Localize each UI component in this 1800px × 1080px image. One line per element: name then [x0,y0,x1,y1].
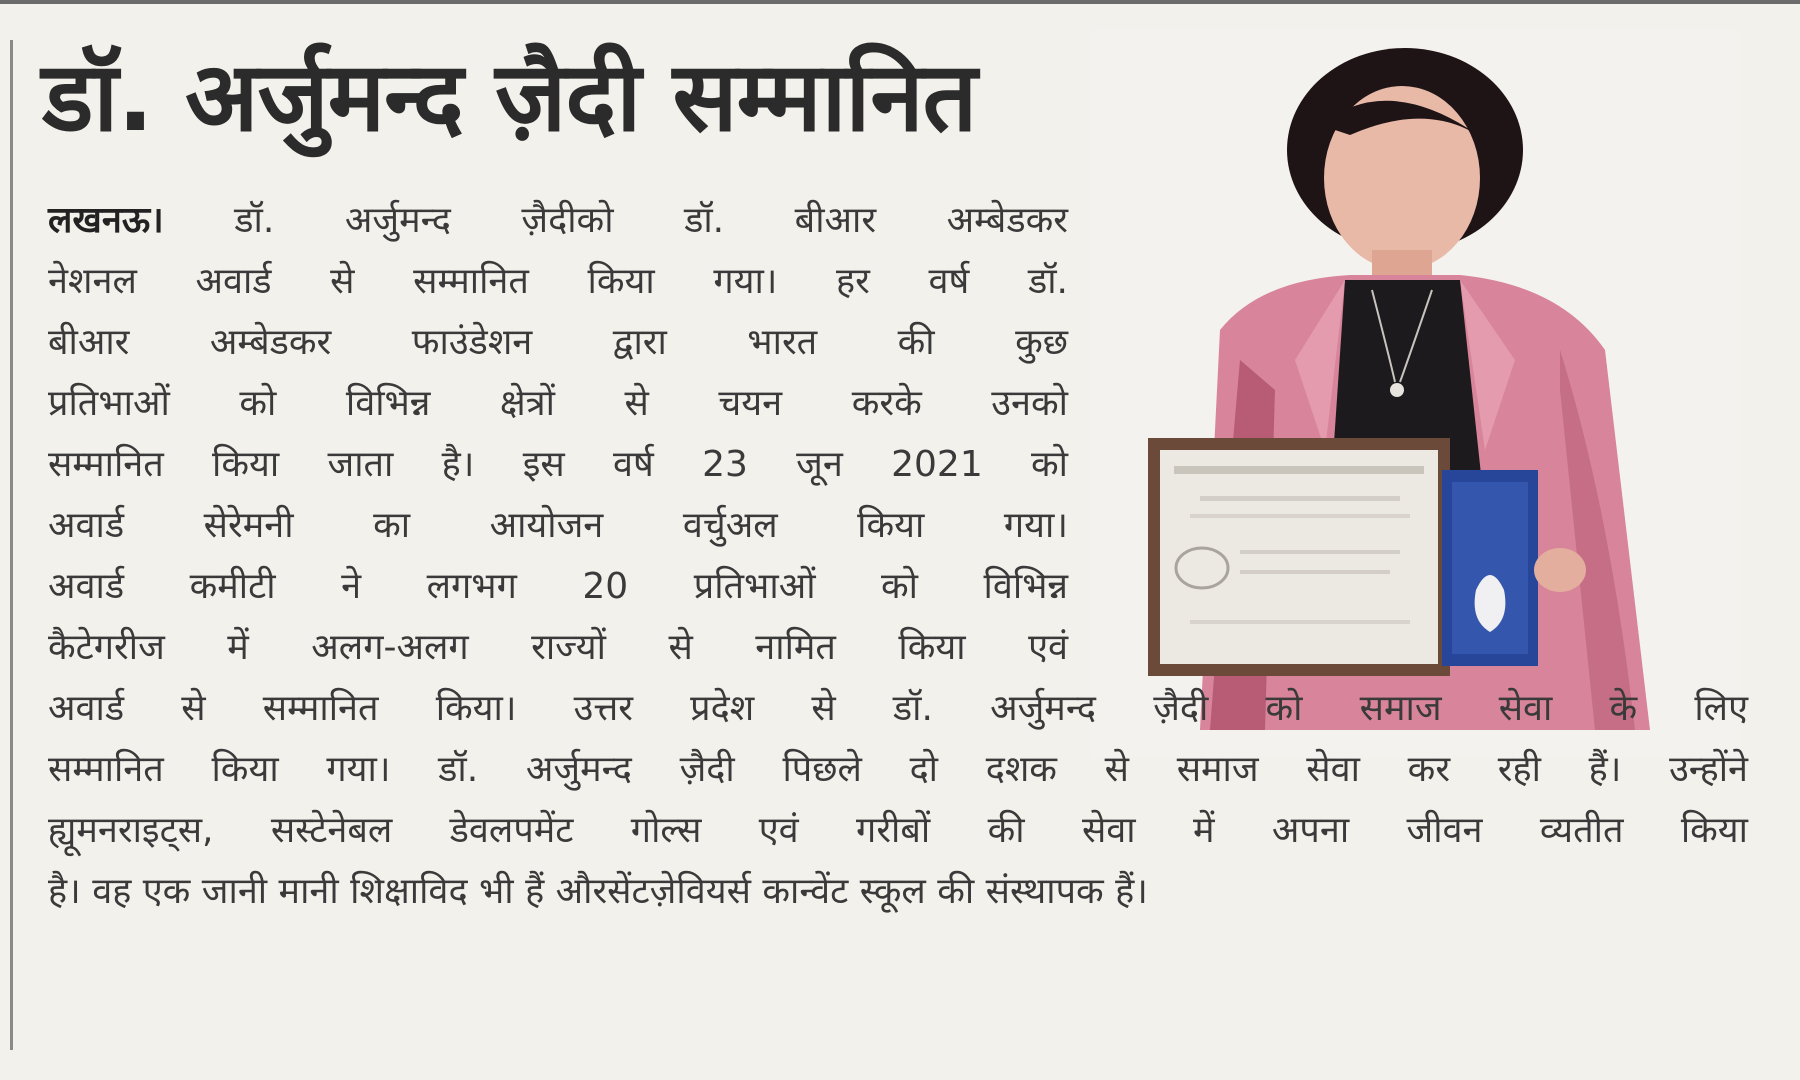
article-body [48,190,1748,922]
body-line: अवार्ड से सम्मानित किया। उत्तर प्रदेश से डॉ. अर्जुमन्द ज़ैदी को समाज सेवा के लिए [48,688,1748,729]
headline: डॉ. अर्जुमन्द ज़ैदी सम्मानित [42,41,977,153]
body-line: नेशनल अवार्ड से सम्मानित किया गया। हर वर्ष डॉ. [48,261,1068,302]
body-line: बीआर अम्बेडकर फाउंडेशन द्वारा भारत की कुछ [48,322,1068,363]
body-column-narrow [48,190,1068,678]
body-line: अवार्ड सेरेमनी का आयोजन वर्चुअल किया गया। [48,505,1068,546]
body-line: है। वह एक जानी मानी शिक्षाविद भी हैं औरसेंटज़ेवियर्स कान्वेंट स्कूल की संस्थापक हैं। [48,871,1148,912]
body-line: सम्मानित किया गया। डॉ. अर्जुमन्द ज़ैदी पिछले दो दशक से समाज सेवा कर रही हैं। उन्होंने [48,749,1748,790]
body-line [48,190,1068,251]
column-rule [10,40,13,1050]
body-line: सम्मानित किया जाता है। इस वर्ष 23 जून 2021 को [48,444,1068,485]
body-line: कैटेगरीज में अलग-अलग राज्यों से नामित किया एवं [48,627,1068,668]
body-column-wide [48,678,1748,922]
body-line: प्रतिभाओं को विभिन्न क्षेत्रों से चयन करके उनको [48,383,1068,424]
body-line-text: डॉ. अर्जुमन्द ज़ैदीको डॉ. बीआर अम्बेडकर [163,200,1068,241]
top-rule [0,0,1800,4]
body-line: ह्यूमनराइट्स, सस्टेनेबल डेवलपमेंट गोल्स एवं गरीबों की सेवा में अपना जीवन व्यतीत किया [48,810,1748,851]
body-line: अवार्ड कमीटी ने लगभग 20 प्रतिभाओं को विभिन्न [48,566,1068,607]
dateline: लखनऊ। [48,200,164,241]
